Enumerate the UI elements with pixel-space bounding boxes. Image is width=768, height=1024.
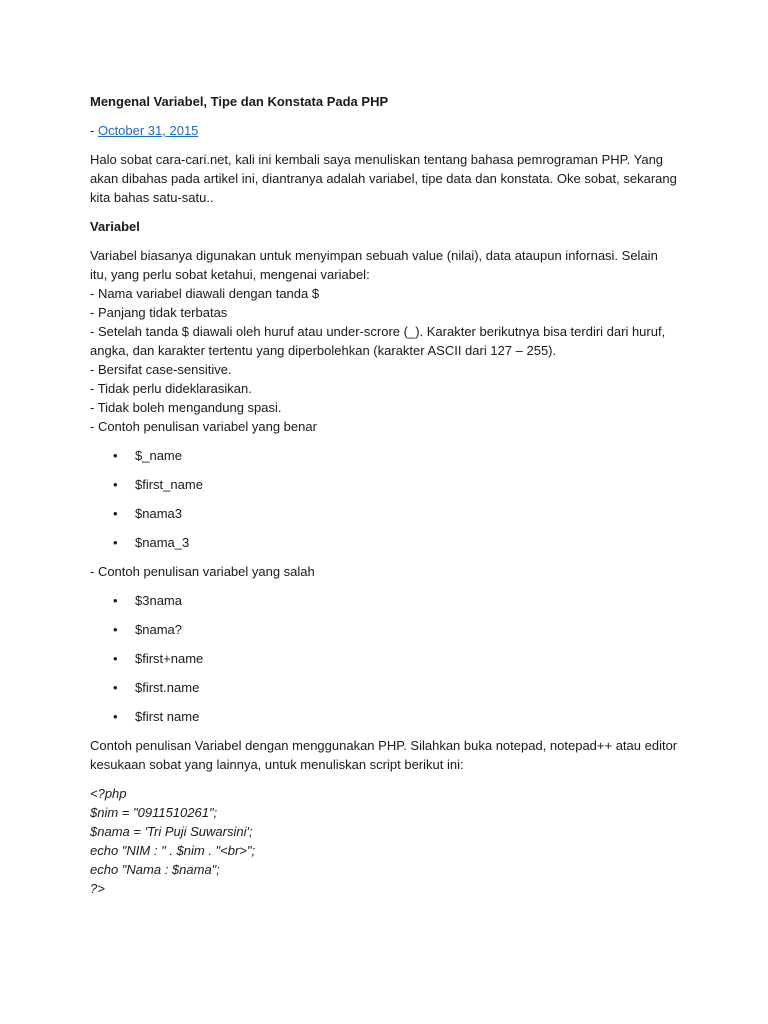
bullet: • — [113, 506, 118, 521]
list-item: • $nama_3 — [113, 535, 190, 550]
bullet: • — [113, 651, 118, 666]
bullet: • — [113, 448, 118, 463]
code-intro-paragraph: Contoh penulisan Variabel dengan menggunakan PHP. Silahkan buka notepad, notepad++ atau editor kesukaan sobat yang lainnya, untuk menuliskan script berikut ini: — [90, 738, 678, 772]
code-line: $nama = 'Tri Puji Suwarsini'; — [90, 824, 253, 839]
rules-line: - Contoh penulisan variabel yang benar — [90, 419, 317, 434]
rules-line: - Tidak perlu dideklarasikan. — [90, 381, 252, 396]
list-item: • $3nama — [113, 593, 182, 608]
list-item: • $_name — [113, 448, 182, 463]
rules-line: - Bersifat case-sensitive. — [90, 362, 232, 377]
code-line: $nim = "0911510261"; — [90, 805, 218, 820]
rules-line: - Panjang tidak terbatas — [90, 305, 228, 320]
correct-examples-list — [90, 446, 678, 552]
section-heading: Variabel — [90, 219, 140, 234]
rules-line: - Nama variabel diawali dengan tanda $ — [90, 286, 320, 301]
php-code-block — [90, 784, 678, 898]
date-prefix: - — [90, 123, 98, 138]
code-line: echo "Nama : $nama"; — [90, 862, 220, 877]
bullet: • — [113, 477, 118, 492]
variable-rules — [90, 246, 678, 436]
bullet: • — [113, 535, 118, 550]
list-item: • $first+name — [113, 651, 204, 666]
list-item: • $first name — [113, 709, 200, 724]
rules-line: - Setelah tanda $ diawali oleh huruf atau under-scrore (_). Karakter berikutnya bisa terdiri dari huruf, angka, dan karakter tertentu yang diperbolehkan (karakter ASCII dari 127 – 255). — [90, 324, 666, 358]
code-line: ?> — [90, 881, 105, 896]
intro-paragraph: Halo sobat cara-cari.net, kali ini kembali saya menuliskan tentang bahasa pemrograman PHP. Yang akan dibahas pada artikel ini, diantranya adalah variabel, tipe data dan konstata. Oke sobat, sekarang kita bahas satu-satu.. — [90, 152, 677, 205]
wrong-examples-list — [90, 591, 678, 726]
article-meta — [90, 121, 678, 140]
bullet: • — [113, 593, 118, 608]
code-line: echo "NIM : " . $nim . "<br>"; — [90, 843, 256, 858]
list-item: • $nama3 — [113, 506, 182, 521]
list-item: • $first_name — [113, 477, 203, 492]
bullet: • — [113, 709, 118, 724]
rules-line: Variabel biasanya digunakan untuk menyimpan sebuah value (nilai), data ataupun infornasi. Selain itu, yang perlu sobat ketahui, mengenai variabel: — [90, 248, 658, 282]
code-line: <?php — [90, 786, 127, 801]
list-item: • $nama? — [113, 622, 182, 637]
wrong-examples-heading: - Contoh penulisan variabel yang salah — [90, 564, 315, 579]
bullet: • — [113, 622, 118, 637]
article-title: Mengenal Variabel, Tipe dan Konstata Pada PHP — [90, 94, 389, 109]
rules-line: - Tidak boleh mengandung spasi. — [90, 400, 282, 415]
list-item: • $first.name — [113, 680, 200, 695]
date-link[interactable]: October 31, 2015 — [97, 123, 199, 138]
bullet: • — [113, 680, 118, 695]
